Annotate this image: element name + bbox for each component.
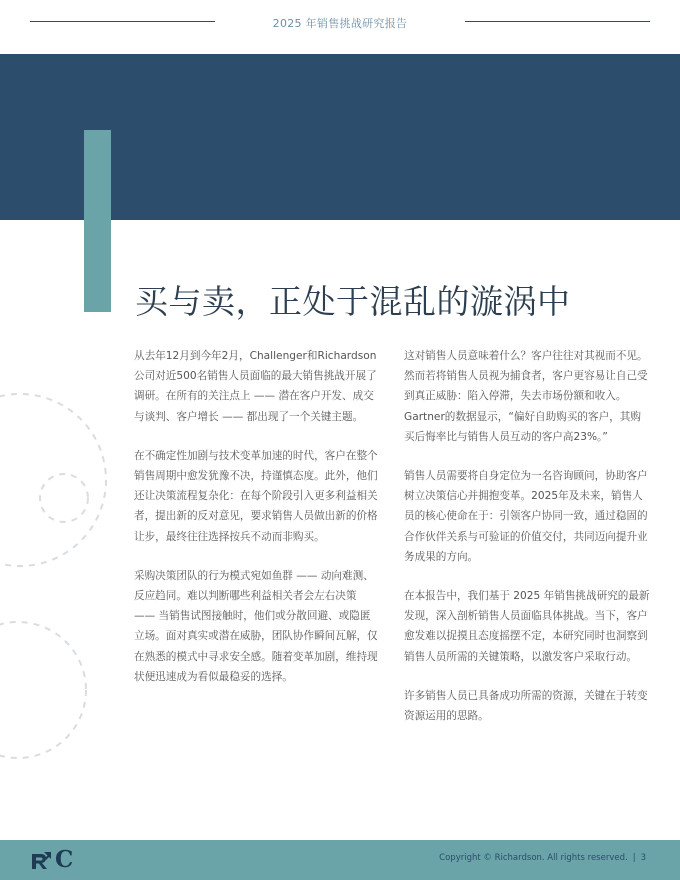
page-number: 3 <box>640 853 646 863</box>
accent-bar <box>84 130 111 312</box>
paragraph: 从去年12月到今年2月，Challenger和Richardson公司对近500名销售人员面临的最大销售挑战开展了调研。在所有的关注点上 —— 潜在客户开发、成交与谈判、客户增长 —— 都出现了一个关键主题。 <box>134 350 377 423</box>
paragraph: 采购决策团队的行为模式宛如鱼群 —— 动向难测、反应趋同。难以判断哪些利益相关者会左右决策 —— 当销售试图接触时，他们或分散回避、或隐匿立场。面对真实或潜在威胁，团队协作瞬间瓦解，仅在熟悉的模式中寻求安全感。随着变革加剧，维持现状便迅速成为看似最稳妥的选择。 <box>134 569 378 683</box>
footer-separator: | <box>632 853 636 863</box>
logo-letter: C <box>55 846 74 873</box>
body-column-left <box>134 346 380 706</box>
body-column-right <box>404 346 650 745</box>
footer-copyright <box>439 853 646 863</box>
page-title: 买与卖，正处于混乱的漩涡中 <box>135 282 571 321</box>
logo-arrow-r-icon <box>30 850 52 870</box>
paragraph: 这对销售人员意味着什么？客户往往对其视而不见。然而若将销售人员视为捕食者，客户更容易让自己受到真正威胁：陷入停滞，失去市场份额和收入。Gartner的数据显示，“偏好自助购买的客户，其购买后悔率比与销售人员互动的客户高23%。” <box>404 350 648 443</box>
report-header-title: 2025 年销售挑战研究报告 <box>272 17 408 30</box>
page-footer <box>0 840 680 880</box>
header-rule-right <box>465 21 650 22</box>
paragraph: 许多销售人员已具备成功所需的资源，关键在于转变资源运用的思路。 <box>404 689 648 723</box>
paragraph: 在不确定性加剧与技术变革加速的时代，客户在整个销售周期中愈发犹豫不决，持谨慎态度。此外，他们还让决策流程复杂化：在每个阶段引入更多利益相关者，提出新的反对意见，要求销售人员做出新的价格让步，最终往往选择按兵不动而非购买。 <box>134 449 378 543</box>
dashed-circles-decoration <box>0 370 120 810</box>
paragraph: 在本报告中，我们基于 2025 年销售挑战研究的最新发现，深入剖析销售人员面临具体挑战。当下，客户愈发难以捉摸且态度摇摆不定，本研究同时也洞察到销售人员所需的关键策略，以激发客户采取行动。 <box>404 590 650 663</box>
copyright-text: Copyright © Richardson. All rights reserved. <box>439 853 628 863</box>
paragraph: 销售人员需要将自身定位为一名咨询顾问，协助客户树立决策信心并拥抱变革。2025年及未来，销售人员的核心使命在于：引领客户协同一致，通过稳固的合作伙伴关系与可验证的价值交付，共同迈向提升业务成果的方向。 <box>404 470 648 563</box>
header-rule-left <box>30 21 215 22</box>
richardson-logo[interactable] <box>30 848 73 872</box>
